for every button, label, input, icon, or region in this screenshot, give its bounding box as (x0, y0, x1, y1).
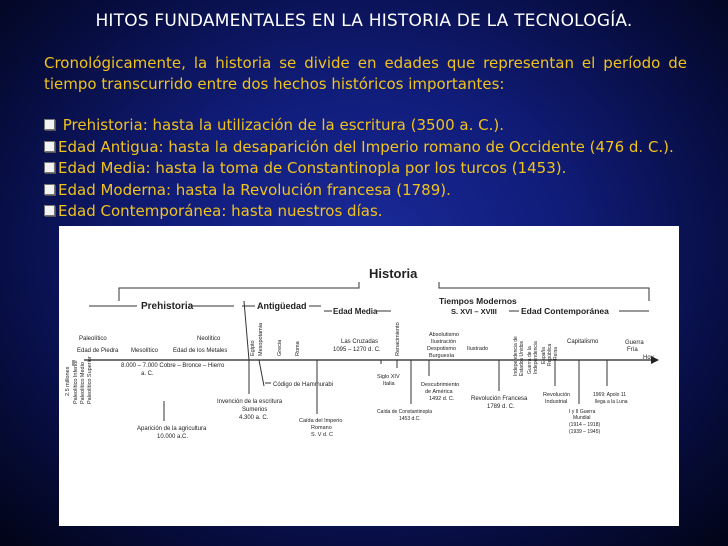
bullet-item: Edad Antigua: hasta la desaparición del Imperio romano de Occidente (476 d. C.). (44, 137, 687, 159)
svg-text:Grecia: Grecia (277, 339, 283, 356)
label-fria: Fría (627, 347, 638, 353)
svg-text:Paleolítico Superior: Paleolítico Superior (87, 356, 93, 404)
label-paleolitico: Paleolítico (79, 336, 107, 342)
label-apolo: 1969: Apolo 11 (593, 392, 626, 398)
label-hammurabi: Código de Hammurabi (273, 382, 334, 388)
checkbox-bullet-icon (44, 162, 55, 173)
label-escritura: Invención de la escritura (217, 399, 283, 405)
label-revolucion-fecha: 1789 d. C. (487, 404, 515, 410)
bullet-item: Edad Contemporánea: hasta nuestros días. (44, 201, 687, 223)
age-siglos-modernos: S. XVI – XVIII (451, 307, 497, 316)
svg-text:Mesopotamia: Mesopotamia (258, 322, 264, 356)
paleolithic-vertical-labels (65, 356, 93, 404)
age-antiguedad: Antigüedad (257, 301, 307, 311)
timeline-diagram (59, 226, 679, 526)
label-luna: llega a la Luna (595, 399, 628, 405)
label-cruzadas: Las Cruzadas (341, 339, 379, 345)
label-despotismo: Despotismo (427, 346, 457, 352)
svg-text:2.5 millones: 2.5 millones (65, 366, 71, 396)
label-revolucion-francesa: Revolución Francesa (471, 396, 528, 402)
label-neolitico: Neolítico (197, 336, 221, 342)
label-mundial: Mundial (573, 415, 591, 421)
label-capitalismo: Capitalismo (567, 339, 599, 345)
history-timeline-image (59, 226, 679, 526)
label-guerra-1: (1914 – 1918) (569, 422, 601, 428)
label-edad-metales: Edad de los Metales (173, 348, 228, 354)
label-sumerios: Sumerios (242, 407, 268, 413)
label-italia: Italia (383, 381, 395, 387)
svg-text:Egipto: Egipto (250, 340, 256, 356)
label-constantinopla-fecha: 1453 d.C. (399, 416, 421, 422)
label-revolucion-industrial: Revolución (543, 392, 571, 398)
label-metal-ages-bc: a. C. (141, 371, 154, 377)
label-mesolitico: Mesolítico (131, 348, 159, 354)
label-guerra-2: (1939 – 1945) (569, 429, 601, 435)
label-agricultura: Aparición de la agricultura (137, 426, 207, 432)
checkbox-bullet-icon (44, 119, 55, 130)
svg-text:Estados Unidos: Estados Unidos (519, 340, 525, 376)
bullet-item: Edad Media: hasta la toma de Constantinopla por los turcos (1453). (44, 158, 687, 180)
age-tiempos-modernos: Tiempos Modernos (439, 296, 517, 306)
label-metal-ages: 8.000 – 7.000 Cobre – Bronce – Hierro (121, 363, 225, 369)
label-industrial: Industrial (545, 399, 568, 405)
label-agricultura-fecha: 10.000 a.C. (157, 434, 189, 440)
svg-text:Independencia: Independencia (533, 341, 539, 374)
svg-text:República: República (547, 343, 553, 366)
ages-bullet-list (44, 115, 687, 223)
svg-text:Reina: Reina (553, 346, 559, 360)
label-caida-romano: Romano (311, 425, 332, 431)
svg-text:Paleolítico Medio: Paleolítico Medio (80, 362, 86, 404)
label-siglo-xiv: Siglo XIV (377, 374, 400, 380)
label-constantinopla: Caída de Constantinopla (377, 409, 433, 415)
age-edad-media: Edad Media (333, 307, 378, 316)
checkbox-bullet-icon (44, 141, 55, 152)
label-guerras: I y II Guerra (569, 409, 596, 415)
svg-text:España: España (541, 347, 547, 364)
svg-text:Guerra de la: Guerra de la (527, 346, 533, 374)
label-caida-fecha: S. V d. C (311, 432, 334, 438)
label-ilustrado: Ilustrado (467, 346, 489, 352)
label-hoy: Hoy (643, 355, 654, 361)
bullet-item: Edad Moderna: hasta la Revolución francesa (1789). (44, 180, 687, 202)
label-descubrimiento-fecha: 1492 d. C. (429, 396, 455, 402)
slide-title: HITOS FUNDAMENTALES EN LA HISTORIA DE LA TECNOLOGÍA. (95, 11, 633, 31)
label-edad-piedra: Edad de Piedra (77, 348, 119, 354)
intro-paragraph: Cronológicamente, la historia se divide en edades que representan el período de tiempo transcurrido entre dos hechos históricos importantes: (44, 54, 687, 93)
checkbox-bullet-icon (44, 184, 55, 195)
age-prehistoria: Prehistoria (141, 301, 194, 312)
label-burguesia: Burguesía (429, 353, 455, 359)
label-escritura-fecha: 4.300 a. C. (239, 415, 269, 421)
label-absolutismo: Absolutismo (429, 332, 459, 338)
svg-text:Paleolítico Inferior: Paleolítico Inferior (73, 359, 79, 404)
label-cruzadas-fecha: 1095 – 1270 d. C. (333, 347, 381, 353)
svg-text:Independencia de: Independencia de (513, 336, 519, 376)
checkbox-bullet-icon (44, 205, 55, 216)
label-guerra: Guerra (625, 340, 644, 346)
antiquity-vertical-labels (250, 322, 301, 356)
label-ilustracion: Ilustración (431, 339, 457, 345)
label-caida-imperio: Caída del Imperio (299, 418, 343, 424)
svg-text:Roma: Roma (295, 341, 301, 356)
contemporary-vertical-labels (513, 336, 559, 376)
page-number: 11 (666, 514, 679, 525)
timeline-heading: Historia (369, 266, 418, 281)
label-descubrimiento: Descubrimiento (421, 382, 460, 388)
age-contemporanea: Edad Contemporánea (521, 306, 609, 316)
label-renacimiento: Renacimiento (395, 322, 401, 356)
label-america: de América (425, 389, 453, 395)
bullet-item: Prehistoria: hasta la utilización de la escritura (3500 a. C.). (44, 115, 687, 137)
